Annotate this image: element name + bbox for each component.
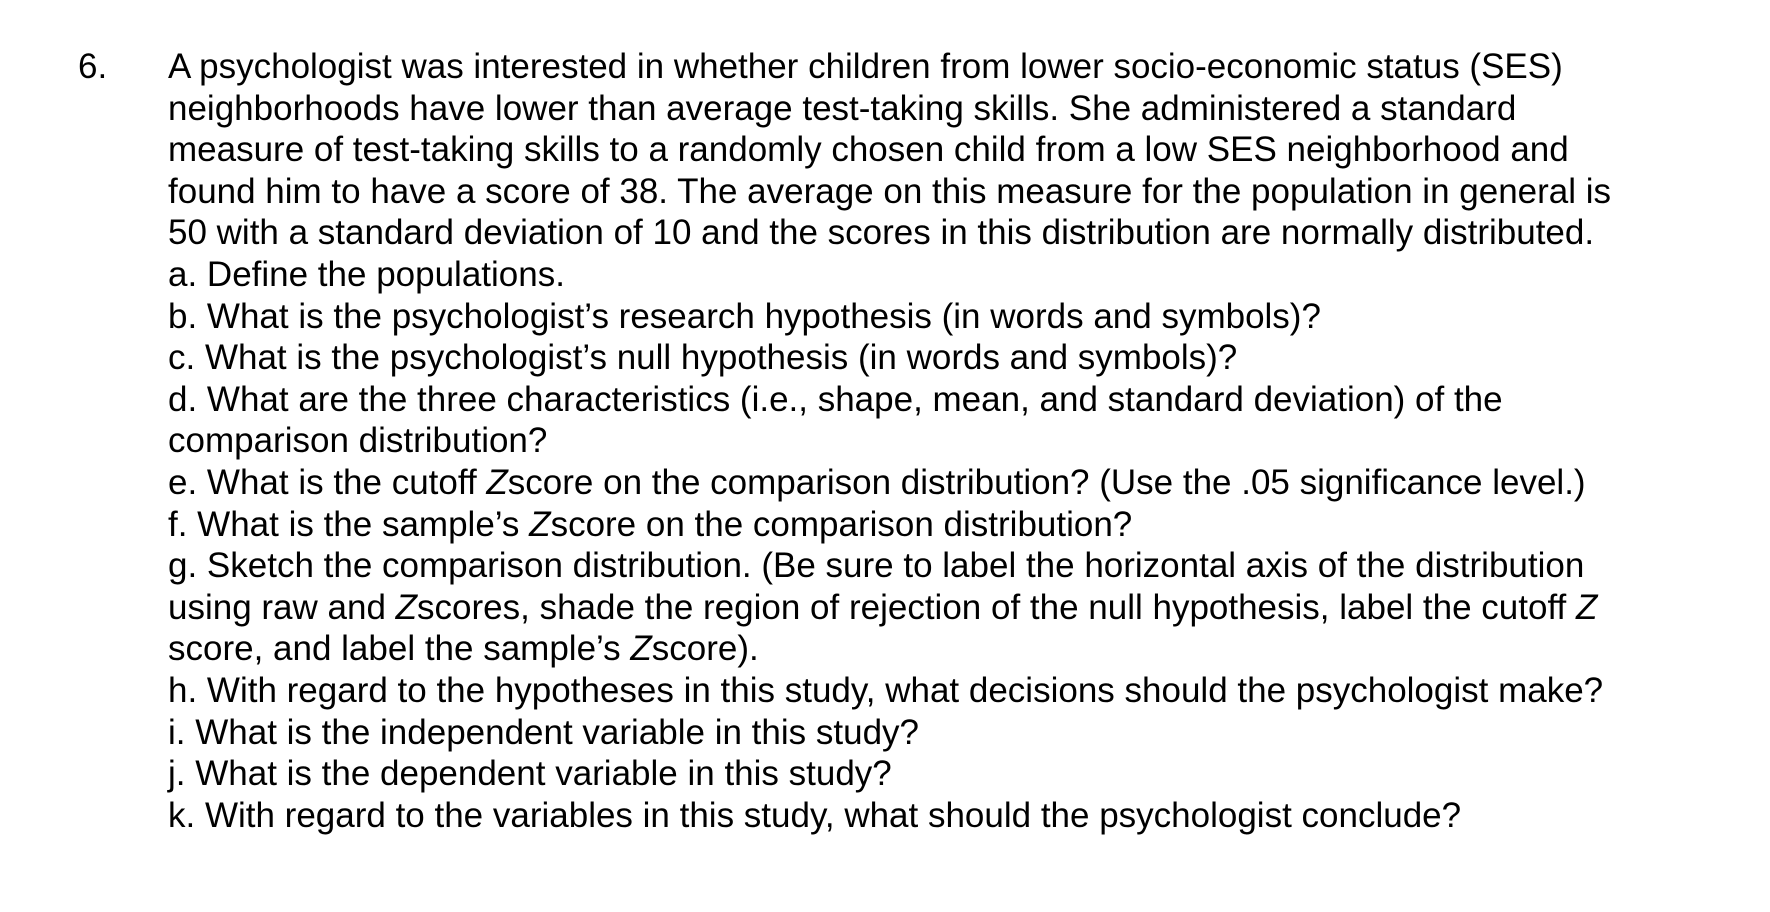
z-symbol: Z (529, 504, 551, 544)
question-number: 6. (78, 47, 108, 86)
stem-line: neighborhoods have lower than average test-taking skills. She administered a standard (168, 88, 1517, 128)
question-body (168, 46, 1748, 836)
part-d-line-1: d. What are the three characteristics (i.e., shape, mean, and standard deviation) of the (168, 379, 1503, 419)
part-i: i. What is the independent variable in this study? (168, 712, 919, 752)
part-e (168, 462, 1748, 504)
part-g-line-3 (168, 628, 1748, 670)
part-g-line-2-middle: scores, shade the region of rejection of the null hypothesis, label the cutoff (417, 587, 1576, 627)
part-g-line-2-start: using raw and (168, 587, 396, 627)
stem-line: found him to have a score of 38. The average on this measure for the population in general is (168, 171, 1612, 211)
part-e-text-start: e. What is the cutoff (168, 462, 487, 502)
stem-line: measure of test-taking skills to a randomly chosen child from a low SES neighborhood and (168, 130, 1569, 170)
z-symbol: Z (1576, 587, 1598, 627)
part-f-text-end: score on the comparison distribution? (550, 504, 1133, 544)
part-b: b. What is the psychologist’s research hypothesis (in words and symbols)? (168, 296, 1321, 336)
part-e-text-end: score on the comparison distribution? (Use the .05 significance level.) (507, 462, 1586, 502)
z-symbol: Z (630, 629, 652, 669)
part-d-line-2: comparison distribution? (168, 421, 548, 461)
stem-line: 50 with a standard deviation of 10 and the scores in this distribution are normally distributed. (168, 213, 1595, 253)
stem-line: A psychologist was interested in whether children from lower socio-economic status (SES) (168, 47, 1563, 86)
part-j: j. What is the dependent variable in this study? (168, 754, 892, 794)
part-k: k. With regard to the variables in this study, what should the psychologist conclude? (168, 795, 1462, 835)
z-symbol: Z (395, 587, 418, 627)
previous-text-cut-off (600, 0, 610, 16)
part-g-line-1: g. Sketch the comparison distribution. (Be sure to label the horizontal axis of the distribution (168, 546, 1585, 586)
part-f (168, 504, 1748, 546)
part-g-line-3-start: score, and label the sample’s (168, 629, 631, 669)
part-a: a. Define the populations. (168, 254, 565, 294)
part-f-text-start: f. What is the sample’s (168, 504, 530, 544)
part-h: h. With regard to the hypotheses in this study, what decisions should the psychologist make? (168, 670, 1604, 710)
part-c: c. What is the psychologist’s null hypothesis (in words and symbols)? (168, 338, 1238, 378)
part-g-line-2 (168, 587, 1748, 629)
z-symbol: Z (486, 462, 508, 502)
part-g-line-3-end: score). (651, 629, 759, 669)
